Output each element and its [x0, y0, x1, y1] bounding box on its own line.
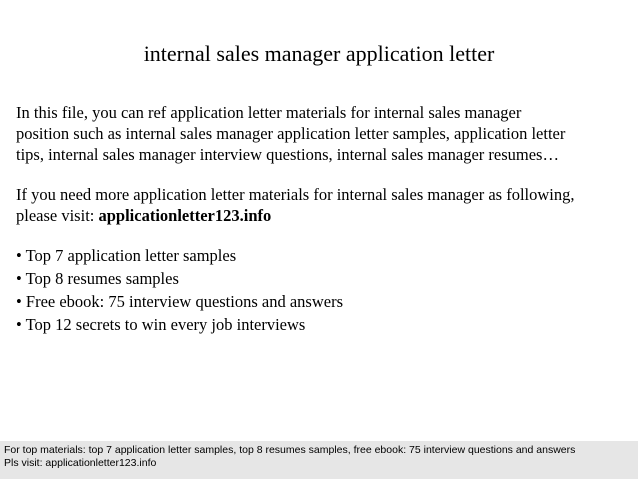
- footer-line-2: Pls visit: applicationletter123.info: [4, 457, 157, 469]
- intro-paragraph: [16, 102, 628, 165]
- list-item: • Free ebook: 75 interview questions and answers: [16, 292, 343, 311]
- bullet-list: [16, 244, 343, 336]
- intro-line-1: In this file, you can ref application letter materials for internal sales manager: [16, 103, 522, 122]
- intro-line-2: position such as internal sales manager application letter samples, application letter: [16, 124, 566, 143]
- page-title: internal sales manager application letter: [143, 41, 495, 66]
- list-item: • Top 12 secrets to win every job interviews: [16, 315, 306, 334]
- more-info-line-1: If you need more application letter materials for internal sales manager as following,: [16, 185, 575, 204]
- more-info-paragraph: [16, 184, 628, 226]
- intro-line-3: tips, internal sales manager interview questions, internal sales manager resumes…: [16, 145, 559, 164]
- list-item: • Top 8 resumes samples: [16, 269, 179, 288]
- visit-prefix: please visit:: [16, 206, 99, 225]
- website-link[interactable]: applicationletter123.info: [98, 206, 272, 225]
- list-item: • Top 7 application letter samples: [16, 246, 237, 265]
- footer-line-1: For top materials: top 7 application letter samples, top 8 resumes samples, free ebook: 75 interview questions and answers: [4, 444, 576, 456]
- footer-bar: [0, 441, 638, 479]
- more-info-line-2: [16, 205, 628, 226]
